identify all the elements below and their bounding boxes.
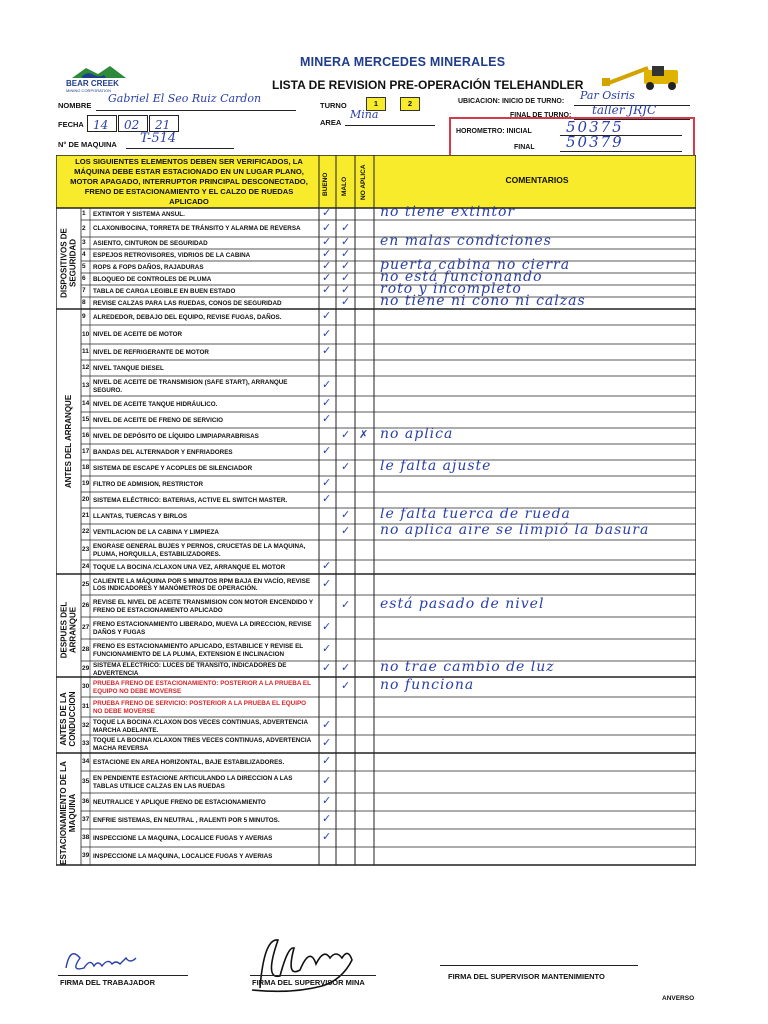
bueno-check-1[interactable]: ✓	[322, 206, 332, 219]
fecha-day-box[interactable]	[87, 115, 117, 132]
section-s5: ESTACIONAMIENTO DE LA MAQUINA	[59, 761, 77, 865]
row-item-text: ENFRIE SISTEMAS, EN NEUTRAL , RALENTI POR 5 MINUTOS.	[93, 816, 280, 824]
bueno-check-32[interactable]: ✓	[322, 718, 332, 731]
row-number: 39	[82, 852, 90, 859]
row-item-text: ENGRASE GENERAL BUJES Y PERNOS, CRUCETAS DE LA MAQUINA, PLUMA, HORQUILLA, ESTABILIZADORES.	[93, 543, 306, 558]
horometro-final-value[interactable]: 50379	[566, 133, 624, 151]
row-comment[interactable]: no aplica aire se limpió la basura	[380, 522, 650, 538]
row-item-text: ESPEJOS RETROVISORES, VIDRIOS DE LA CABINA	[93, 251, 251, 259]
malo-check-16[interactable]: ✓	[341, 428, 351, 441]
row-number: 23	[82, 546, 90, 553]
bueno-check-11[interactable]: ✓	[322, 344, 332, 357]
area-value[interactable]: Mina	[350, 108, 379, 121]
row-number: 10	[82, 330, 90, 338]
row-comment[interactable]: le falta ajuste	[380, 458, 492, 474]
bueno-check-4[interactable]: ✓	[322, 247, 332, 260]
bueno-check-29[interactable]: ✓	[322, 661, 332, 674]
row-item-text: REVISE EL NIVEL DE ACEITE TRANSMISION CON MOTOR ENCENDIDO Y FRENO DE ESTACIONAMIENTO APLICADO	[93, 599, 313, 614]
row-item-text: NEUTRALICE Y APLIQUE FRENO DE ESTACIONAMIENTO	[93, 798, 266, 806]
row-item-text: BLOQUEO DE CONTROLES DE PLUMA	[93, 275, 212, 283]
fecha-day: 14	[93, 118, 109, 132]
row-number: 19	[82, 480, 90, 487]
horometro-inicial-value[interactable]: 50375	[566, 118, 624, 136]
bueno-check-35[interactable]: ✓	[322, 774, 332, 787]
firma-trabajador-label: FIRMA DEL TRABAJADOR	[60, 978, 155, 987]
row-item-text: NIVEL TANQUE DIESEL	[93, 364, 164, 372]
row-item-text: ROPS & FOPS DAÑOS, RAJADURAS	[93, 263, 204, 271]
malo-check-26[interactable]: ✓	[341, 598, 351, 611]
row-item-text: SISTEMA ELÉCTRICO: BATERIAS, ACTIVE EL SWITCH MASTER.	[93, 496, 288, 504]
bueno-check-28[interactable]: ✓	[322, 642, 332, 655]
malo-check-3[interactable]: ✓	[341, 235, 351, 248]
malo-check-5[interactable]: ✓	[341, 259, 351, 272]
maquina-line	[126, 148, 234, 149]
horometro-final-label: FINAL	[514, 144, 535, 151]
row-number: 2	[82, 224, 86, 232]
section-s1: DISPOSITIVOS DE SEGURIDAD	[59, 227, 77, 298]
maquina-value[interactable]: T-514	[140, 131, 177, 146]
row-number: 16	[82, 432, 90, 439]
row-number: 4	[82, 251, 86, 258]
row-number: 3	[82, 239, 86, 246]
nombre-line	[96, 110, 296, 111]
bueno-check-24[interactable]: ✓	[322, 559, 332, 572]
mine-supervisor-signature	[240, 928, 380, 998]
row-number: 9	[82, 313, 86, 320]
row-number: 30	[82, 683, 90, 690]
row-item-text: EXTINTOR Y SISTEMA ANSUL.	[93, 210, 185, 218]
bueno-check-27[interactable]: ✓	[322, 620, 332, 633]
malo-check-22[interactable]: ✓	[341, 524, 351, 537]
row-item-text: FILTRO DE ADMISION, RESTRICTOR	[93, 480, 204, 488]
section-s2: ANTES DEL ARRANQUE	[63, 394, 73, 488]
row-item-text: ESTACIONE EN AREA HORIZONTAL, BAJE ESTABILIZADORES.	[93, 758, 285, 766]
row-item-text: ALREDEDOR, DEBAJO DEL EQUIPO, REVISE FUGAS, DAÑOS.	[93, 313, 282, 321]
row-item-text: FRENO ES ESTACIONAMIENTO APLICADO, ESTABILICE Y REVISE EL FUNCIONAMIENTO DE LA PLUMA, EXTENSION E INCLINACION	[93, 643, 304, 658]
malo-check-4[interactable]: ✓	[341, 247, 351, 260]
row-item-text: TOQUE LA BOCINA /CLAXON UNA VEZ, ARRANQUE EL MOTOR	[93, 563, 286, 571]
row-item-text: PRUEBA FRENO DE SERVICIO: POSTERIOR A LA PRUEBA EL EQUIPO NO DEBE MOVERSE	[93, 700, 307, 715]
worker-signature-line	[58, 975, 188, 976]
row-number: 8	[82, 299, 86, 306]
turno-label: TURNO	[320, 101, 347, 110]
row-item-text: NIVEL DE ACEITE DE TRANSMISION (SAFE START), ARRANQUE SEGURO.	[93, 379, 288, 394]
area-line	[345, 125, 435, 126]
area-label: AREA	[320, 118, 342, 127]
row-number: 14	[82, 400, 90, 407]
company-name: MINERA MERCEDES MINERALES	[300, 55, 506, 69]
col-comentarios: COMENTARIOS	[505, 175, 569, 185]
row-number: 33	[82, 740, 90, 747]
bueno-check-10[interactable]: ✓	[322, 326, 332, 340]
malo-check-2[interactable]: ✓	[341, 220, 351, 234]
horometro-inicial-label: HOROMETRO: INICIAL	[456, 128, 532, 135]
row-comment[interactable]: no trae cambio de luz	[380, 659, 555, 675]
row-number: 18	[82, 464, 90, 471]
fecha-month: 02	[124, 118, 140, 132]
section-s4: ANTES DE LA CONDUCCION	[59, 691, 77, 747]
row-item-text: NIVEL DE ACEITE TANQUE HIDRÁULICO.	[93, 400, 218, 408]
row-item-text: VENTILACION DE LA CABINA Y LIMPIEZA	[93, 528, 219, 536]
row-item-text: EN PENDIENTE ESTACIONE ARTICULANDO LA DIRECCION A LAS TABLAS UTILICE CALZAS EN LAS RUEDAS	[93, 775, 293, 790]
malo-check-7[interactable]: ✓	[341, 283, 351, 296]
ubicacion-inicio-label: UBICACION: INICIO DE TURNO:	[458, 98, 565, 105]
firma-supervisor-mantenimiento-label: FIRMA DEL SUPERVISOR MANTENIMIENTO	[448, 972, 605, 981]
row-number: 37	[82, 816, 90, 823]
row-item-text: TOQUE LA BOCINA /CLAXON TRES VECES CONTINUAS, ADVERTENCIA MACHA REVERSA	[93, 737, 311, 752]
row-comment[interactable]: no tiene extintor	[380, 204, 516, 220]
row-number: 15	[82, 416, 90, 423]
row-item-text: FRENO ESTACIONAMIENTO LIBERADO, MUEVA LA DIRECCION, REVISE DAÑOS Y FUGAS	[93, 621, 312, 636]
row-number: 13	[82, 382, 90, 389]
row-number: 34	[82, 758, 90, 765]
bueno-check-33[interactable]: ✓	[322, 736, 332, 749]
row-number: 21	[82, 512, 90, 519]
row-number: 28	[82, 646, 90, 653]
malo-check-6[interactable]: ✓	[341, 271, 351, 284]
bueno-check-34[interactable]: ✓	[322, 754, 332, 767]
row-item-text: LLANTAS, TUERCAS Y BIRLOS	[93, 512, 188, 520]
bueno-check-38[interactable]: ✓	[322, 830, 332, 843]
row-item-text: NIVEL DE DEPÓSITO DE LÍQUIDO LIMPIAPARABRISAS	[93, 432, 259, 440]
row-item-text: NIVEL DE REFRIGERANTE DE MOTOR	[93, 348, 209, 356]
row-comment[interactable]: en malas condiciones	[380, 233, 552, 249]
bueno-check-17[interactable]: ✓	[322, 444, 332, 457]
logo-sub: MINING CORPORATION	[66, 88, 112, 93]
fecha-year: 21	[155, 118, 171, 132]
malo-check-8[interactable]: ✓	[341, 295, 351, 308]
bueno-check-19[interactable]: ✓	[322, 476, 332, 489]
section-s3: DESPUES DEL ARRANQUE	[59, 601, 77, 658]
fecha-label: FECHA	[58, 120, 84, 129]
bueno-check-20[interactable]: ✓	[322, 492, 332, 505]
malo-check-30[interactable]: ✓	[341, 679, 351, 692]
row-comment[interactable]: no funciona	[380, 677, 475, 693]
row-number: 38	[82, 834, 90, 841]
row-item-text: TABLA DE CARGA LEGIBLE EN BUEN ESTADO	[93, 287, 236, 295]
row-number: 20	[82, 496, 90, 503]
row-item-text: INSPECCIONE LA MAQUINA, LOCALICE FUGAS Y AVERIAS	[93, 834, 273, 842]
bueno-check-2[interactable]: ✓	[322, 220, 332, 234]
logo-name: BEAR CREEK	[66, 79, 119, 88]
nombre-value[interactable]: Gabriel El Seo Ruiz Cardon	[108, 92, 262, 105]
bueno-check-13[interactable]: ✓	[322, 378, 332, 391]
na-check-16[interactable]: ✗	[359, 428, 369, 441]
col-bueno: BUENO	[322, 172, 329, 196]
worker-signature	[58, 940, 178, 978]
row-number: 35	[82, 778, 90, 785]
bueno-check-14[interactable]: ✓	[322, 396, 332, 409]
row-item-text: CLAXON/BOCINA, TORRETA DE TRÁNSITO Y ALARMA DE REVERSA	[93, 225, 301, 233]
row-item-text: PRUEBA FRENO DE ESTACIONAMIENTO: POSTERIOR A LA PRUEBA EL EQUIPO NO DEBE MOVERSE	[93, 680, 311, 695]
row-number: 6	[82, 275, 86, 282]
bueno-check-7[interactable]: ✓	[322, 283, 332, 296]
nombre-label: NOMBRE	[58, 101, 92, 110]
bueno-check-3[interactable]: ✓	[322, 235, 332, 248]
turno-2-box[interactable]: 2	[400, 97, 420, 111]
row-number: 12	[82, 364, 90, 371]
row-item-text: BANDAS DEL ALTERNADOR Y ENFRIADORES	[93, 448, 233, 456]
bueno-check-9[interactable]: ✓	[322, 309, 332, 322]
maintenance-supervisor-line	[440, 965, 638, 966]
malo-check-18[interactable]: ✓	[341, 460, 351, 473]
row-number: 11	[82, 348, 89, 355]
turno-1-box[interactable]: 1	[366, 97, 386, 111]
row-comment[interactable]: puerta cabina no cierra	[380, 257, 571, 273]
row-number: 26	[82, 602, 90, 609]
maquina-label: N° DE MAQUINA	[58, 140, 117, 149]
bueno-check-5[interactable]: ✓	[322, 259, 332, 272]
fecha-year-box[interactable]	[149, 115, 179, 132]
horometro-final-line	[560, 151, 682, 152]
mine-supervisor-line	[250, 975, 376, 976]
row-number: 32	[82, 722, 90, 729]
row-number: 17	[82, 448, 90, 455]
row-item-text: TOQUE LA BOCINA /CLAXON DOS VECES CONTINUAS, ADVERTENCIA MARCHA ADELANTE.	[93, 719, 308, 734]
row-number: 25	[82, 580, 90, 588]
col-malo: MALO	[341, 176, 348, 196]
bueno-check-37[interactable]: ✓	[322, 812, 332, 825]
row-number: 29	[82, 665, 90, 672]
instructions-text: LOS SIGUIENTES ELEMENTOS DEBEN SER VERIFICADOS, LA MÁQUINA DEBE ESTAR ESTACIONADO EN UN LUGAR PLANO, MOTOR APAGADO, INTERRUPTOR PRINCIPAL DESCONECTADO, FRENO DE ESTACIONAMIENTO Y EL CALZO DE RUEDAS APLICADO	[70, 157, 308, 206]
col-no-aplica: NO APLICA	[360, 164, 367, 200]
row-number: 31	[82, 703, 90, 710]
row-number: 22	[82, 528, 90, 535]
ubicacion-inicio-value[interactable]: Par Osiris	[580, 89, 635, 102]
row-comment[interactable]: no tiene ni cono ni calzas	[380, 293, 586, 309]
row-comment[interactable]: está pasado de nivel	[380, 596, 545, 612]
row-item-text: NIVEL DE ACEITE DE FRENO DE SERVICIO	[93, 416, 224, 424]
ubicacion-final-value[interactable]: taller JRJC	[592, 103, 657, 117]
row-number: 36	[82, 798, 90, 805]
fecha-month-box[interactable]	[118, 115, 148, 132]
row-item-text: SISTEMA ELECTRICO: LUCES DE TRANSITO, INDICADORES DE ADVERTENCIA	[93, 662, 287, 677]
row-item-text: ASIENTO, CINTURON DE SEGURIDAD	[93, 239, 208, 247]
bueno-check-6[interactable]: ✓	[322, 271, 332, 284]
malo-check-29[interactable]: ✓	[341, 661, 351, 674]
telehandler-icon	[600, 62, 688, 90]
firma-supervisor-mina-label: FIRMA DEL SUPERVISOR MINA	[252, 978, 365, 987]
document-title: LISTA DE REVISION PRE-OPERACIÓN TELEHANDLER	[272, 78, 584, 92]
row-item-text: REVISE CALZAS PARA LAS RUEDAS, CONOS DE SEGURIDAD	[93, 299, 282, 307]
bueno-check-36[interactable]: ✓	[322, 794, 332, 807]
anverso-label: ANVERSO	[662, 995, 695, 1002]
row-item-text: CALIENTE LA MÁQUINA POR 5 MINUTOS RPM BAJA EN VACÍO, REVISE LOS INDICADORES Y MANÓMETROS DE OPERACIÓN.	[93, 577, 311, 592]
row-comment[interactable]: no está funcionando	[380, 269, 543, 285]
row-number: 5	[82, 263, 86, 270]
row-number: 27	[82, 624, 90, 631]
row-comment[interactable]: no aplica	[380, 426, 454, 442]
malo-check-21[interactable]: ✓	[341, 508, 351, 521]
row-comment[interactable]: le falta tuerca de rueda	[380, 506, 571, 522]
ubicacion-final-label: FINAL DE TURNO:	[510, 112, 572, 119]
bueno-check-15[interactable]: ✓	[322, 412, 332, 425]
row-number: 24	[82, 563, 90, 570]
row-number: 1	[82, 210, 86, 217]
row-comment[interactable]: roto y incompleto	[380, 281, 522, 297]
bueno-check-25[interactable]: ✓	[322, 576, 332, 590]
row-item-text: INSPECCIONE LA MAQUINA, LOCALICE FUGAS Y AVERIAS	[93, 852, 273, 860]
row-item-text: NIVEL DE ACEITE DE MOTOR	[93, 331, 183, 339]
row-item-text: SISTEMA DE ESCAPE Y ACOPLES DE SILENCIADOR	[93, 464, 253, 472]
row-number: 7	[82, 287, 86, 294]
